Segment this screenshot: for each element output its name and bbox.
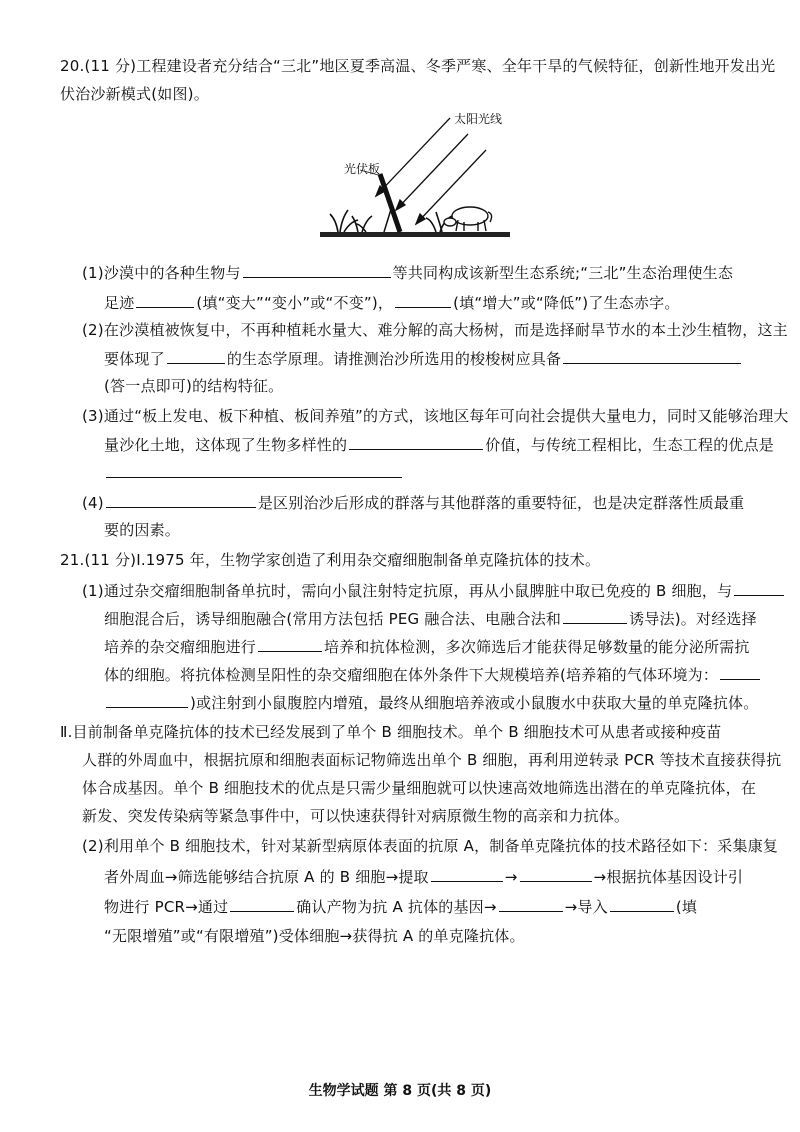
q20-intro-line1: 20.(11 分)工程建设者充分结合“三北”地区夏季高温、冬季严寒、全年干旱的气候特征，创新性地开发出光	[60, 57, 776, 75]
q21-p1-line4: 体的细胞。将抗体检测呈阳性的杂交瘤细胞在体外条件下大规模培养(培养箱的气体环境为：	[104, 664, 762, 685]
q20-p2-line3: (答一点即可)的结构特征。	[104, 377, 284, 395]
q20-p2-line2: 要体现了 的生态学原理。请推测治沙所选用的梭梭树应具备	[104, 348, 743, 369]
label-solar-panel: 光伏板	[344, 162, 381, 176]
q20-p4-line1: (4) 是区别治沙后形成的群落与其他群落的重要特征，也是决定群落性质最重	[82, 494, 745, 512]
answer-blank[interactable]	[106, 462, 402, 478]
answer-blank[interactable]	[520, 866, 592, 882]
q21-p1-line2: 细胞混合后，诱导细胞融合(常用方法包括 PEG 融合法、电融合法和 诱导法)。对经选择	[104, 610, 757, 628]
ground-strip	[320, 232, 510, 237]
answer-blank[interactable]	[563, 348, 741, 364]
q21-II-line2: 人群的外周血中，根据抗原和细胞表面标记物筛选出单个 B 细胞，再利用逆转录 PCR 等技术直接获得抗	[82, 751, 782, 769]
answer-blank[interactable]	[734, 580, 784, 596]
q20-p4-line2: 要的因素。	[104, 521, 181, 539]
q21-II-line3: 体合成基因。单个 B 细胞技术的优点是只需少量细胞就可以快速高效地筛选出潜在的单克隆抗体，在	[82, 779, 757, 797]
q21-II-line4: 新发、突发传染病等紧急事件中，可以快速获得针对病原微生物的高亲和力抗体。	[82, 807, 630, 825]
q20-p2-line1: (2)在沙漠植被恢复中，不再种植耗水量大、难分解的高大杨树，而是选择耐旱节水的本土沙生植物，这主	[82, 321, 788, 339]
answer-blank[interactable]	[243, 262, 391, 278]
label-sunlight: 太阳光线	[454, 112, 503, 126]
answer-blank[interactable]	[136, 292, 194, 308]
q21-p1-line5: )或注射到小鼠腹腔内增殖，最终从细胞培养液或小鼠腹水中获取大量的单克隆抗体。	[104, 692, 758, 713]
answer-blank[interactable]	[431, 866, 503, 882]
q21-p2-line1: (2)利用单个 B 细胞技术，针对某新型病原体表面的抗原 A，制备单克隆抗体的技术路径如下：采集康复	[82, 837, 779, 855]
answer-blank[interactable]	[167, 348, 225, 364]
solar-sand-control-figure	[300, 112, 530, 244]
answer-blank[interactable]	[230, 896, 294, 912]
answer-blank[interactable]	[395, 292, 451, 308]
answer-blank[interactable]	[720, 664, 760, 680]
answer-blank[interactable]	[106, 492, 256, 508]
answer-blank[interactable]	[349, 434, 483, 450]
q20-p3-line1: (3)通过“板上发电、板下种植、板间养殖”的方式，该地区每年可向社会提供大量电力，同时又能够治理大	[82, 407, 789, 425]
q20-p1-line1: (1)沙漠中的各种生物与 等共同构成该新型生态系统;“三北”生态治理使生态	[82, 264, 734, 282]
answer-blank[interactable]	[258, 636, 322, 652]
q21-p1-line3: 培养的杂交瘤细胞进行 培养和抗体检测，多次筛选后才能获得足够数量的能分泌所需抗	[104, 638, 750, 656]
answer-blank[interactable]	[499, 896, 563, 912]
q21-intro: 21.(11 分)Ⅰ.1975 年，生物学家创造了利用杂交瘤细胞制备单克隆抗体的技术。	[60, 551, 601, 569]
q20-p3-line2: 量沙化土地，这体现了生物多样性的 价值，与传统工程相比，生态工程的优点是	[104, 436, 775, 454]
q20-intro-line2: 伏治沙新模式(如图)。	[60, 85, 209, 103]
page-footer: 生物学试题 第 8 页(共 8 页)	[308, 1083, 492, 1099]
answer-blank[interactable]	[106, 692, 188, 708]
q20-p3-line3	[104, 462, 404, 483]
q20-p1-line2: 足迹 (填“变大”“变小”或“不变”)， (填“增大”或“降低”)了生态赤字。	[104, 294, 680, 312]
q21-p2-line4: “无限增殖”或“有限增殖”)受体细胞→获得抗 A 的单克隆抗体。	[104, 927, 525, 945]
answer-blank[interactable]	[563, 608, 627, 624]
solar-panel-diagram	[300, 112, 530, 244]
sheep-figure	[444, 207, 492, 231]
q21-II-line1: Ⅱ.目前制备单克隆抗体的技术已经发展到了单个 B 细胞技术。单个 B 细胞技术可从患者或接种疫苗	[60, 723, 722, 741]
q21-p1-line1: (1)通过杂交瘤细胞制备单抗时，需向小鼠注射特定抗原，再从小鼠脾脏中取已免疫的 B 细胞，与	[82, 580, 786, 601]
answer-blank[interactable]	[610, 896, 674, 912]
q21-p2-line3: 物进行 PCR→通过 确认产物为抗 A 抗体的基因→ →导入 (填	[104, 898, 698, 916]
q21-p2-line2: 者外周血→筛选能够结合抗原 A 的 B 细胞→提取 → →根据抗体基因设计引	[104, 868, 744, 886]
